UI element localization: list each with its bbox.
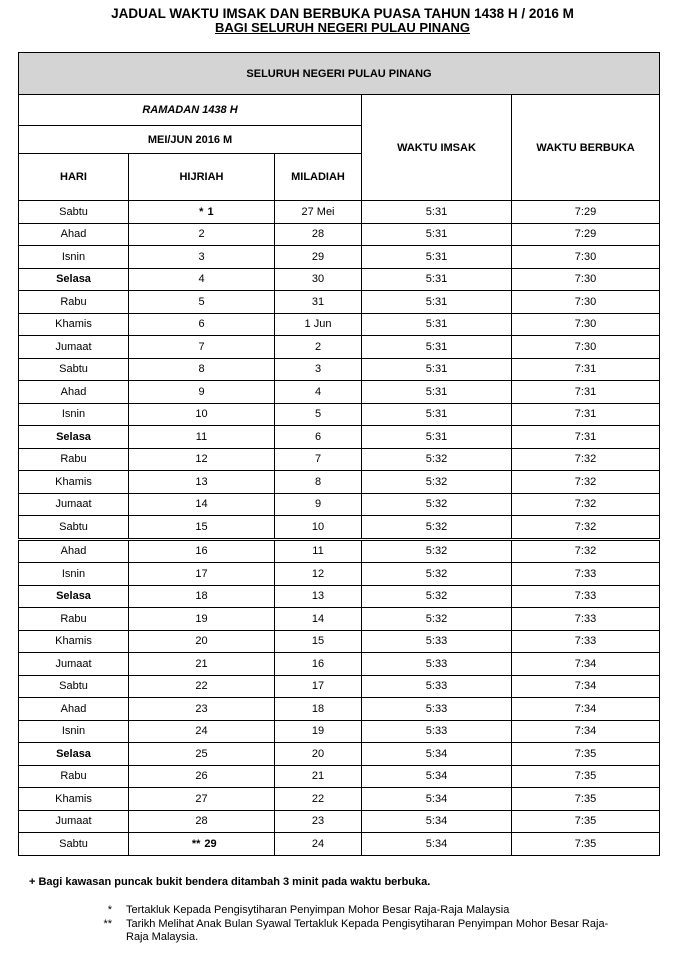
cell-imsak: 5:31 [362, 336, 512, 359]
cell-miladiah: 29 [275, 246, 362, 269]
cell-miladiah: 18 [275, 698, 362, 721]
cell-hari: Isnin [19, 246, 129, 269]
hijriah-value: 26 [195, 770, 208, 783]
cell-hijriah [129, 743, 275, 766]
cell-hijriah [129, 698, 275, 721]
hijriah-value: 21 [195, 657, 208, 670]
table-row [19, 698, 660, 721]
cell-miladiah: 14 [275, 608, 362, 631]
cell-berbuka: 7:29 [512, 223, 660, 246]
table-row [19, 539, 660, 563]
cell-imsak: 5:31 [362, 426, 512, 449]
cell-miladiah: 20 [275, 743, 362, 766]
cell-hijriah [129, 426, 275, 449]
cell-miladiah: 7 [275, 448, 362, 471]
cell-hari: Sabtu [19, 358, 129, 381]
cell-hijriah [129, 223, 275, 246]
cell-berbuka: 7:35 [512, 833, 660, 856]
cell-berbuka: 7:32 [512, 448, 660, 471]
footnote-symbol: * [107, 904, 112, 916]
cell-hari: Sabtu [19, 833, 129, 856]
cell-berbuka: 7:33 [512, 608, 660, 631]
cell-miladiah: 30 [275, 268, 362, 291]
cell-imsak: 5:32 [362, 585, 512, 608]
cell-imsak: 5:31 [362, 358, 512, 381]
cell-hari: Isnin [19, 563, 129, 586]
cell-hari: Jumaat [19, 810, 129, 833]
cell-miladiah: 17 [275, 675, 362, 698]
table-row [19, 268, 660, 291]
hijriah-value: 7 [198, 340, 205, 353]
hijriah-value: 4 [198, 273, 205, 286]
hijriah-value: 5 [198, 295, 205, 308]
cell-berbuka: 7:34 [512, 698, 660, 721]
cell-berbuka: 7:32 [512, 539, 660, 563]
cell-hari: Selasa [19, 426, 129, 449]
cell-berbuka: 7:31 [512, 426, 660, 449]
cell-miladiah: 1 Jun [275, 313, 362, 336]
table-row [19, 403, 660, 426]
cell-miladiah: 16 [275, 653, 362, 676]
cell-hari: Khamis [19, 630, 129, 653]
hijriah-value: 2 [198, 228, 205, 241]
cell-hari: Ahad [19, 381, 129, 404]
note-bukit-bendera: + Bagi kawasan puncak bukit bendera ditambah 3 minit pada waktu berbuka. [29, 876, 431, 888]
cell-hari: Selasa [19, 268, 129, 291]
cell-hari: Rabu [19, 608, 129, 631]
cell-miladiah: 24 [275, 833, 362, 856]
table-row [19, 381, 660, 404]
table-row [19, 426, 660, 449]
cell-hari: Isnin [19, 720, 129, 743]
cell-miladiah: 11 [275, 539, 362, 563]
cell-miladiah: 28 [275, 223, 362, 246]
hijriah-value: 1 [207, 205, 214, 218]
cell-hari: Sabtu [19, 675, 129, 698]
month-header: MEI/JUN 2016 M [19, 126, 362, 154]
table-row [19, 358, 660, 381]
cell-imsak: 5:31 [362, 381, 512, 404]
hijriah-value: 10 [195, 408, 208, 421]
table-row [19, 630, 660, 653]
footnote-marker: * [199, 205, 204, 218]
cell-imsak: 5:31 [362, 201, 512, 224]
cell-berbuka: 7:31 [512, 403, 660, 426]
table-row [19, 448, 660, 471]
cell-hari: Sabtu [19, 201, 129, 224]
cell-miladiah: 13 [275, 585, 362, 608]
cell-berbuka: 7:30 [512, 268, 660, 291]
cell-hijriah [129, 403, 275, 426]
cell-berbuka: 7:34 [512, 720, 660, 743]
hijriah-value: 6 [198, 318, 205, 331]
cell-hijriah [129, 268, 275, 291]
cell-imsak: 5:33 [362, 675, 512, 698]
cell-hijriah [129, 358, 275, 381]
cell-hari: Jumaat [19, 653, 129, 676]
cell-berbuka: 7:34 [512, 653, 660, 676]
table-row [19, 653, 660, 676]
hijriah-value: 3 [198, 250, 205, 263]
cell-hijriah [129, 493, 275, 516]
cell-berbuka: 7:35 [512, 788, 660, 811]
col-header-berbuka: WAKTU BERBUKA [512, 95, 660, 201]
cell-berbuka: 7:35 [512, 765, 660, 788]
cell-hijriah [129, 471, 275, 494]
cell-miladiah: 10 [275, 516, 362, 540]
cell-berbuka: 7:30 [512, 246, 660, 269]
table-row [19, 313, 660, 336]
cell-hijriah [129, 833, 275, 856]
cell-imsak: 5:34 [362, 810, 512, 833]
cell-imsak: 5:32 [362, 608, 512, 631]
table-row [19, 585, 660, 608]
col-header-imsak: WAKTU IMSAK [362, 95, 512, 201]
table-row [19, 720, 660, 743]
footnote-text: Tarikh Melihat Anak Bulan Syawal Tertakluk Kepada Pengisytiharan Penyimpan Mohor Besar Raja-Raja Malaysia. [126, 918, 609, 943]
cell-berbuka: 7:29 [512, 201, 660, 224]
hijriah-value: 25 [195, 747, 208, 760]
table-row [19, 833, 660, 856]
cell-berbuka: 7:33 [512, 563, 660, 586]
cell-miladiah: 12 [275, 563, 362, 586]
cell-imsak: 5:32 [362, 493, 512, 516]
cell-hijriah [129, 720, 275, 743]
cell-imsak: 5:31 [362, 313, 512, 336]
cell-imsak: 5:31 [362, 246, 512, 269]
col-header-miladiah: MILADIAH [275, 154, 362, 201]
cell-hijriah [129, 448, 275, 471]
cell-hijriah [129, 201, 275, 224]
cell-berbuka: 7:34 [512, 675, 660, 698]
cell-hijriah [129, 336, 275, 359]
cell-berbuka: 7:35 [512, 743, 660, 766]
cell-imsak: 5:32 [362, 448, 512, 471]
cell-hijriah [129, 810, 275, 833]
cell-hari: Rabu [19, 291, 129, 314]
cell-hijriah [129, 539, 275, 563]
ramadan-header: RAMADAN 1438 H [19, 95, 362, 126]
cell-hari: Sabtu [19, 516, 129, 540]
cell-berbuka: 7:33 [512, 630, 660, 653]
cell-imsak: 5:32 [362, 563, 512, 586]
table-row [19, 743, 660, 766]
cell-hari: Khamis [19, 471, 129, 494]
table-row [19, 223, 660, 246]
cell-berbuka: 7:30 [512, 291, 660, 314]
hijriah-value: 8 [198, 363, 205, 376]
hijriah-value: 9 [198, 385, 205, 398]
cell-hijriah [129, 313, 275, 336]
cell-imsak: 5:32 [362, 516, 512, 540]
hijriah-value: 29 [204, 837, 217, 850]
hijriah-value: 12 [195, 453, 208, 466]
cell-miladiah: 5 [275, 403, 362, 426]
hijriah-value: 27 [195, 792, 208, 805]
cell-berbuka: 7:31 [512, 358, 660, 381]
cell-imsak: 5:34 [362, 765, 512, 788]
cell-imsak: 5:33 [362, 630, 512, 653]
table-row [19, 291, 660, 314]
table-row [19, 201, 660, 224]
hijriah-value: 14 [195, 498, 208, 511]
cell-miladiah: 6 [275, 426, 362, 449]
cell-hari: Khamis [19, 788, 129, 811]
cell-hijriah [129, 653, 275, 676]
cell-imsak: 5:34 [362, 788, 512, 811]
cell-hijriah [129, 246, 275, 269]
hijriah-value: 23 [195, 702, 208, 715]
cell-miladiah: 22 [275, 788, 362, 811]
footnote-marker: ** [191, 837, 201, 850]
cell-miladiah: 3 [275, 358, 362, 381]
hijriah-value: 18 [195, 590, 208, 603]
table-row [19, 563, 660, 586]
table-row [19, 246, 660, 269]
table-row [19, 493, 660, 516]
cell-berbuka: 7:32 [512, 493, 660, 516]
cell-hijriah [129, 585, 275, 608]
hijriah-value: 22 [195, 680, 208, 693]
cell-berbuka: 7:32 [512, 516, 660, 540]
cell-imsak: 5:33 [362, 720, 512, 743]
hijriah-value: 16 [195, 545, 208, 558]
cell-hijriah [129, 630, 275, 653]
cell-miladiah: 15 [275, 630, 362, 653]
footnote-symbol: ** [103, 918, 112, 930]
cell-miladiah: 27 Mei [275, 201, 362, 224]
cell-hari: Rabu [19, 448, 129, 471]
cell-berbuka: 7:30 [512, 336, 660, 359]
document-title: JADUAL WAKTU IMSAK DAN BERBUKA PUASA TAHUN 1438 H / 2016 M [111, 6, 574, 21]
schedule-table [18, 52, 660, 856]
cell-hijriah [129, 765, 275, 788]
cell-imsak: 5:31 [362, 403, 512, 426]
cell-hari: Selasa [19, 585, 129, 608]
table-row [19, 608, 660, 631]
cell-imsak: 5:33 [362, 653, 512, 676]
hijriah-value: 19 [195, 612, 208, 625]
cell-berbuka: 7:32 [512, 471, 660, 494]
cell-miladiah: 9 [275, 493, 362, 516]
cell-hijriah [129, 516, 275, 540]
hijriah-value: 28 [195, 815, 208, 828]
table-row [19, 516, 660, 540]
cell-hijriah [129, 381, 275, 404]
cell-imsak: 5:31 [362, 291, 512, 314]
cell-miladiah: 23 [275, 810, 362, 833]
cell-miladiah: 31 [275, 291, 362, 314]
cell-miladiah: 21 [275, 765, 362, 788]
table-row [19, 336, 660, 359]
cell-hari: Ahad [19, 223, 129, 246]
cell-berbuka: 7:31 [512, 381, 660, 404]
cell-hijriah [129, 291, 275, 314]
hijriah-value: 11 [195, 430, 208, 443]
cell-hijriah [129, 563, 275, 586]
cell-hari: Jumaat [19, 336, 129, 359]
cell-berbuka: 7:30 [512, 313, 660, 336]
cell-imsak: 5:32 [362, 471, 512, 494]
col-header-hijriah: HIJRIAH [129, 154, 275, 201]
footnote-text: Tertakluk Kepada Pengisytiharan Penyimpan Mohor Besar Raja-Raja Malaysia [126, 904, 510, 916]
cell-imsak: 5:31 [362, 223, 512, 246]
hijriah-value: 15 [195, 520, 208, 533]
cell-miladiah: 8 [275, 471, 362, 494]
hijriah-value: 17 [195, 567, 208, 580]
region-header: SELURUH NEGERI PULAU PINANG [19, 53, 660, 95]
hijriah-value: 13 [195, 475, 208, 488]
cell-miladiah: 2 [275, 336, 362, 359]
schedule-rows [19, 201, 660, 856]
table-row [19, 810, 660, 833]
cell-imsak: 5:34 [362, 833, 512, 856]
hijriah-value: 24 [195, 725, 208, 738]
cell-miladiah: 19 [275, 720, 362, 743]
table-row [19, 788, 660, 811]
cell-hari: Ahad [19, 698, 129, 721]
cell-berbuka: 7:35 [512, 810, 660, 833]
hijriah-value: 20 [195, 635, 208, 648]
cell-hari: Selasa [19, 743, 129, 766]
table-row [19, 675, 660, 698]
cell-hari: Ahad [19, 539, 129, 563]
cell-imsak: 5:34 [362, 743, 512, 766]
cell-miladiah: 4 [275, 381, 362, 404]
cell-hari: Jumaat [19, 493, 129, 516]
cell-hari: Khamis [19, 313, 129, 336]
col-header-hari: HARI [19, 154, 129, 201]
cell-hari: Rabu [19, 765, 129, 788]
cell-hari: Isnin [19, 403, 129, 426]
document-subtitle: BAGI SELURUH NEGERI PULAU PINANG [215, 20, 470, 35]
table-row [19, 471, 660, 494]
cell-berbuka: 7:33 [512, 585, 660, 608]
cell-imsak: 5:32 [362, 539, 512, 563]
table-row [19, 765, 660, 788]
cell-hijriah [129, 608, 275, 631]
cell-imsak: 5:33 [362, 698, 512, 721]
cell-hijriah [129, 788, 275, 811]
cell-imsak: 5:31 [362, 268, 512, 291]
cell-hijriah [129, 675, 275, 698]
